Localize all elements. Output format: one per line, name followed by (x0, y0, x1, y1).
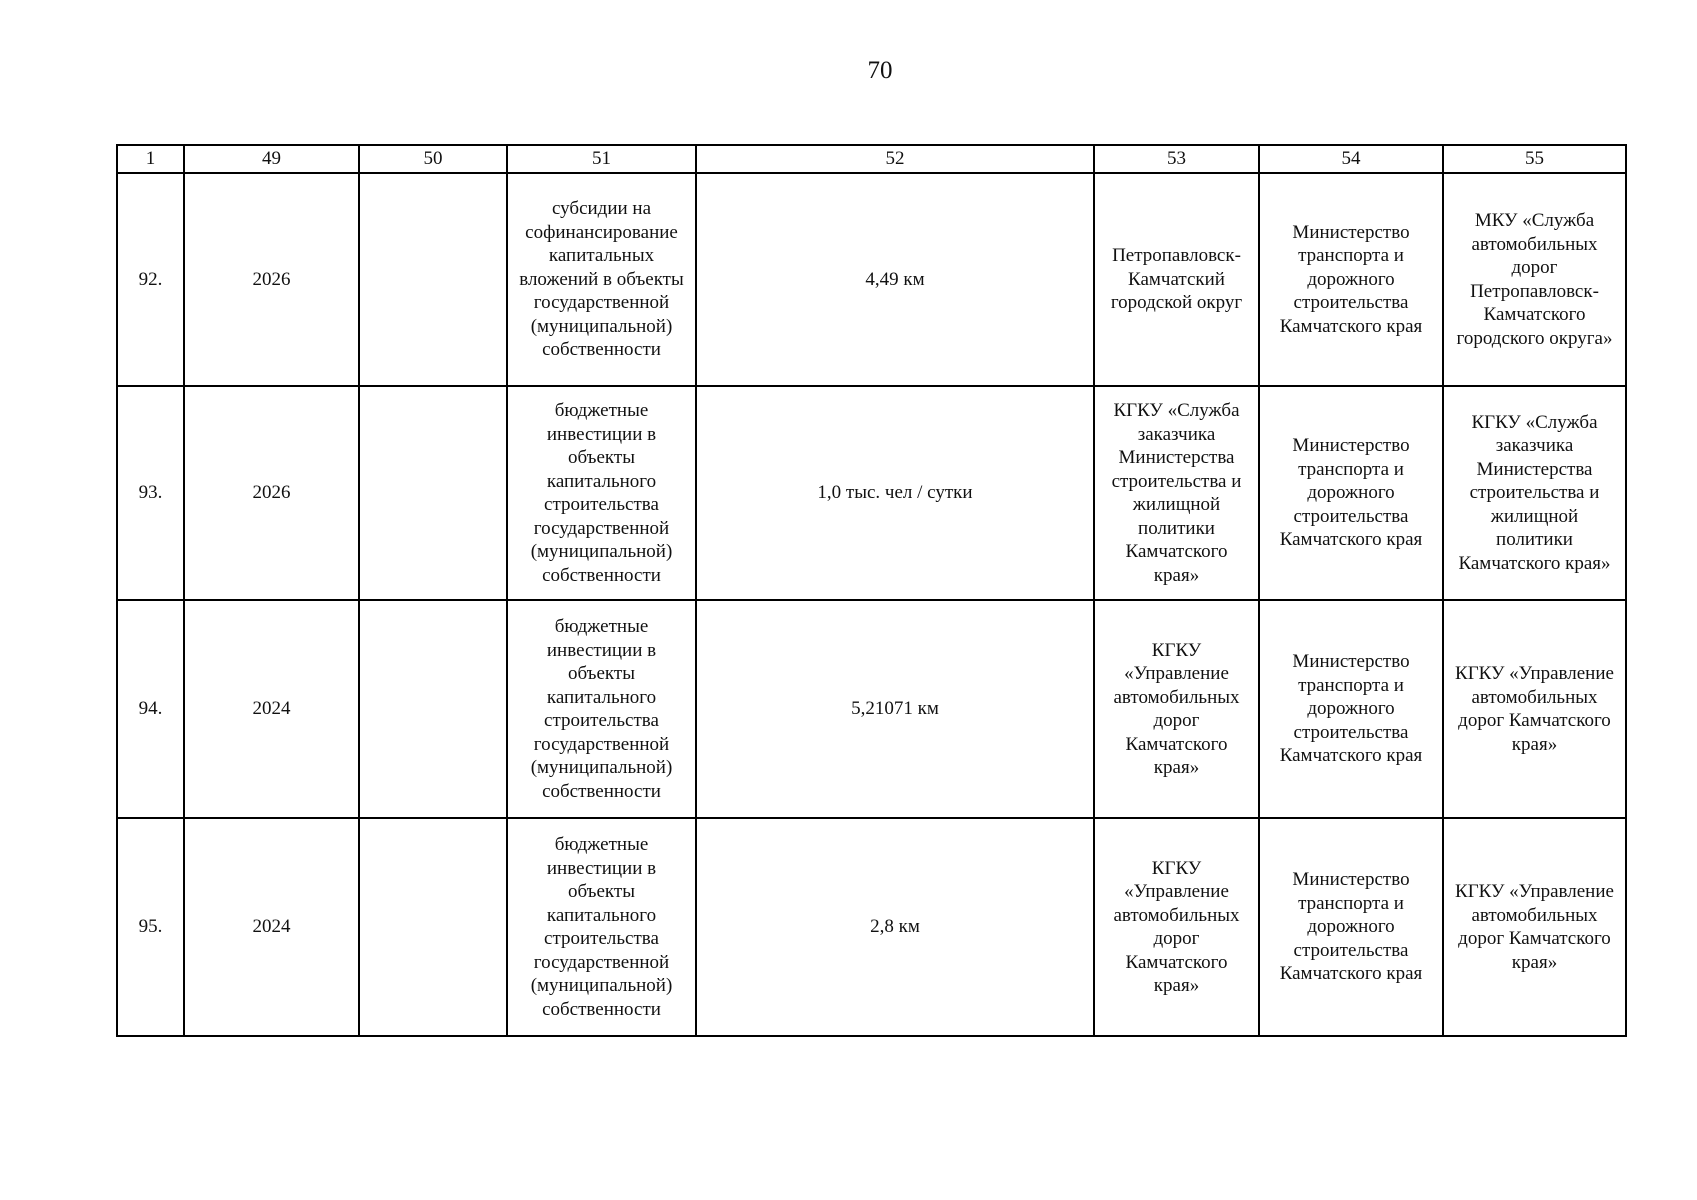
table-row (117, 818, 1626, 1036)
funding-type-cell (507, 386, 696, 600)
empty-cell (359, 386, 507, 600)
data-table (116, 144, 1627, 1037)
cell-text: 93. (138, 482, 163, 504)
cell-text: 1,0 тыс. чел / сутки (817, 482, 973, 504)
row-number-cell (117, 386, 184, 600)
table-header (117, 145, 1626, 173)
cell-text: КГКУ «Управление автомобильных дорог Камчатского края» (1113, 857, 1240, 996)
column-header: 55 (1443, 145, 1626, 173)
capacity-cell (696, 818, 1094, 1036)
operator-cell (1443, 386, 1626, 600)
cell-text: 2026 (252, 482, 291, 504)
cell-text: субсидии на софинансирование капитальных вложений в объекты государственной (муниципальной) собственности (519, 198, 684, 361)
column-header: 49 (184, 145, 359, 173)
cell-text: 2024 (252, 698, 291, 720)
cell-text: 5,21071 км (851, 698, 939, 720)
column-header: 1 (117, 145, 184, 173)
cell-text: Министерство транспорта и дорожного строительства Камчатского края (1279, 221, 1423, 337)
cell-text: МКУ «Служба автомобильных дорог Петропавловск- Камчатского городского округа» (1456, 210, 1613, 349)
table-body (117, 173, 1626, 1036)
cell-text: КГКУ «Управление автомобильных дорог Камчатского края» (1455, 663, 1614, 755)
ministry-cell (1259, 173, 1443, 386)
funding-type-cell (507, 173, 696, 386)
capacity-cell (696, 600, 1094, 818)
column-header: 50 (359, 145, 507, 173)
row-number-cell (117, 173, 184, 386)
empty-cell (359, 600, 507, 818)
table-row (117, 600, 1626, 818)
table-row (117, 173, 1626, 386)
table-row (117, 386, 1626, 600)
column-header: 51 (507, 145, 696, 173)
cell-text: КГКУ «Управление автомобильных дорог Камчатского края» (1113, 639, 1240, 778)
operator-cell (1443, 600, 1626, 818)
ministry-cell (1259, 600, 1443, 818)
cell-text: КГКУ «Управление автомобильных дорог Камчатского края» (1455, 881, 1614, 973)
cell-text: бюджетные инвестиции в объекты капитального строительства государственной (муниципальной) собственности (530, 834, 673, 1020)
year-cell (184, 818, 359, 1036)
cell-text: 2,8 км (870, 916, 920, 938)
column-header: 54 (1259, 145, 1443, 173)
ministry-cell (1259, 386, 1443, 600)
empty-cell (359, 173, 507, 386)
row-number-cell (117, 600, 184, 818)
cell-text: Министерство транспорта и дорожного строительства Камчатского края (1279, 435, 1423, 551)
row-number-cell (117, 818, 184, 1036)
year-cell (184, 386, 359, 600)
cell-text: 94. (138, 698, 163, 720)
cell-text: КГКУ «Служба заказчика Министерства строительства и жилищной политики Камчатского края» (1458, 411, 1611, 574)
year-cell (184, 600, 359, 818)
operator-cell (1443, 818, 1626, 1036)
header-row (117, 145, 1626, 173)
customer-cell (1094, 818, 1259, 1036)
year-cell (184, 173, 359, 386)
cell-text: бюджетные инвестиции в объекты капитального строительства государственной (муниципальной) собственности (530, 616, 673, 802)
funding-type-cell (507, 600, 696, 818)
empty-cell (359, 818, 507, 1036)
customer-cell (1094, 173, 1259, 386)
ministry-cell (1259, 818, 1443, 1036)
cell-text: 4,49 км (865, 268, 925, 290)
cell-text: 2024 (252, 916, 291, 938)
cell-text: 2026 (252, 268, 291, 290)
customer-cell (1094, 600, 1259, 818)
cell-text: КГКУ «Служба заказчика Министерства строительства и жилищной политики Камчатского края» (1111, 400, 1242, 586)
cell-text: 92. (138, 268, 163, 290)
column-header: 52 (696, 145, 1094, 173)
funding-type-cell (507, 818, 696, 1036)
column-header: 53 (1094, 145, 1259, 173)
operator-cell (1443, 173, 1626, 386)
cell-text: Петропавловск- Камчатский городской округ (1110, 245, 1243, 314)
page-number: 70 (867, 57, 893, 84)
cell-text: Министерство транспорта и дорожного строительства Камчатского края (1279, 651, 1423, 767)
customer-cell (1094, 386, 1259, 600)
cell-text: 95. (138, 916, 163, 938)
capacity-cell (696, 386, 1094, 600)
capacity-cell (696, 173, 1094, 386)
cell-text: бюджетные инвестиции в объекты капитального строительства государственной (муниципальной) собственности (530, 400, 673, 586)
cell-text: Министерство транспорта и дорожного строительства Камчатского края (1279, 869, 1423, 985)
